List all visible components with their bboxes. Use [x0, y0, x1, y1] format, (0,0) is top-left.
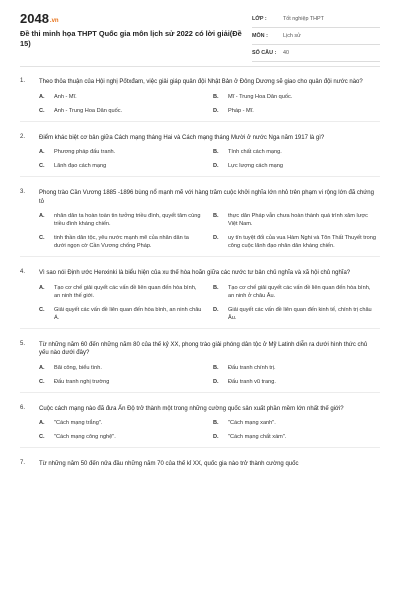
- header-divider: [20, 66, 380, 67]
- meta-row-question-count: [252, 45, 380, 62]
- option-letter: B.: [213, 364, 219, 371]
- option-b[interactable]: [213, 148, 383, 156]
- option-text: Giải quyết các vấn đề liên quan đến hòa bình, an ninh châu Á.: [54, 306, 202, 321]
- option-a[interactable]: [39, 212, 213, 228]
- option-letter: A.: [39, 93, 45, 100]
- option-grid: [39, 148, 380, 170]
- question-text: Theo thỏa thuận của Hội nghị Pốtxđam, việc giải giáp quân đội Nhật Bản ở Đông Dương sẽ giao cho quân đội nước nào?: [39, 79, 363, 85]
- option-text: Giải quyết các vấn đề liên quan đến kinh tế, chính trị châu Âu.: [228, 306, 372, 321]
- question-number: 6.: [20, 404, 26, 411]
- meta-row-class: [252, 11, 380, 28]
- question-number: 4.: [20, 269, 26, 275]
- option-text: Bãi công, biểu tình.: [54, 364, 102, 371]
- question-number: 7.: [20, 460, 26, 466]
- option-letter: D.: [213, 434, 219, 440]
- meta-key: SỐ CÂU :: [252, 50, 277, 56]
- meta-value: Lịch sử: [283, 33, 301, 39]
- option-b[interactable]: [213, 419, 383, 427]
- question-divider: [20, 447, 380, 448]
- option-letter: C.: [39, 434, 45, 440]
- option-text: Tính chất cách mạng.: [228, 149, 282, 155]
- question-divider: [20, 328, 380, 329]
- option-letter: A.: [39, 364, 45, 371]
- question-text: Điểm khác biệt cơ bản giữa Cách mạng tháng Hai và Cách mạng tháng Mười ở nước Nga năm 1917 là gì?: [39, 134, 325, 141]
- option-letter: B.: [213, 420, 219, 426]
- question-number: 3.: [20, 189, 26, 195]
- question-number: 1.: [20, 78, 26, 84]
- question-item: [20, 269, 380, 341]
- option-text: Lãnh đạo cách mạng: [54, 163, 107, 169]
- option-text: Phương pháp đấu tranh.: [54, 149, 116, 155]
- option-a[interactable]: [39, 148, 213, 156]
- question-number: 2.: [20, 133, 26, 140]
- option-text: "Cách mạng công nghệ".: [54, 434, 116, 440]
- option-letter: A.: [39, 284, 45, 291]
- option-d[interactable]: [213, 306, 383, 322]
- question-item: [20, 189, 380, 269]
- question-text: Cuộc cách mạng nào đã đưa Ấn Độ trở thành một trong những cường quốc sản xuất phần mềm lớn nhất thế giới?: [39, 405, 344, 412]
- option-letter: D.: [213, 378, 219, 385]
- meta-key: MÔN :: [252, 33, 268, 39]
- site-logo[interactable]: [20, 11, 59, 26]
- option-c[interactable]: [39, 433, 213, 441]
- option-text: Anh - Trung Hoa Dân quốc.: [54, 107, 123, 114]
- option-d[interactable]: [213, 162, 383, 170]
- question-number: 5.: [20, 340, 26, 347]
- meta-row-subject: [252, 28, 380, 45]
- meta-value: Tốt nghiệp THPT: [283, 16, 324, 22]
- header: [0, 0, 400, 68]
- question-text: Vì sao nói Định ước Henxinki là biểu hiện của xu thế hòa hoãn giữa các nước tư bản chủ nghĩa và xã hội chủ nghĩa?: [39, 270, 351, 276]
- option-c[interactable]: [39, 306, 213, 322]
- question-divider: [20, 392, 380, 393]
- question-divider: [20, 176, 380, 177]
- option-text: Tạo cơ chế giải quyết các vấn đề liên quan đến hòa bình, an ninh ở châu Âu.: [228, 284, 371, 299]
- option-letter: B.: [213, 93, 219, 100]
- option-a[interactable]: [39, 284, 213, 300]
- option-text: "Cách mạng trắng".: [54, 420, 103, 426]
- option-text: Mĩ - Trung Hoa Dân quốc.: [228, 93, 293, 100]
- option-d[interactable]: [213, 433, 383, 441]
- question-text: Phong trào Cần Vương 1885 -1896 bùng nổ mạnh mẽ với hàng trăm cuộc khởi nghĩa lớn nhỏ trên phạm vi rộng lớn đã chứng tỏ: [39, 190, 374, 205]
- meta-value: 40: [283, 50, 289, 56]
- option-b[interactable]: [213, 364, 383, 372]
- option-text: "Cách mạng chất xám".: [228, 434, 287, 440]
- option-text: Lực lượng cách mạng: [228, 163, 284, 169]
- option-d[interactable]: [213, 234, 383, 250]
- option-b[interactable]: [213, 93, 383, 101]
- option-text: Pháp - Mĩ.: [228, 107, 254, 114]
- option-grid: [39, 212, 380, 250]
- option-grid: [39, 93, 380, 115]
- exam-title: Đề thi minh họa THPT Quốc gia môn lịch sử 2022 có lời giải(Đề 15): [20, 29, 242, 48]
- option-letter: A.: [39, 149, 45, 155]
- option-c[interactable]: [39, 162, 213, 170]
- question-text: Từ những năm 50 đến nửa đầu những năm 70 của thế kỉ XX, quốc gia nào trở thành cường quốc: [39, 461, 299, 467]
- option-a[interactable]: [39, 93, 213, 101]
- question-divider: [20, 121, 380, 122]
- option-letter: A.: [39, 420, 45, 426]
- option-text: tinh thần dân tộc, yêu nước mạnh mẽ của nhân dân ta dưới ngọn cờ Cần Vương chống Pháp.: [54, 235, 189, 249]
- option-letter: B.: [213, 149, 219, 155]
- option-text: nhân dân ta hoàn toàn tin tưởng triều đình, quyết tâm cùng triều đình kháng chiến.: [54, 213, 201, 227]
- question-text: Từ những năm 60 đến những năm 80 của thế kỷ XX, phong trào giải phóng dân tộc ở Mỹ Latinh diễn ra dưới hình thức chủ yếu nào dưới đây?: [39, 341, 368, 356]
- option-a[interactable]: [39, 364, 213, 372]
- option-letter: C.: [39, 306, 45, 313]
- option-letter: D.: [213, 306, 219, 313]
- option-text: Tạo cơ chế giải quyết các vấn đề liên quan đến hòa bình, an ninh thế giới.: [54, 284, 197, 299]
- option-letter: B.: [213, 213, 219, 219]
- exam-meta: [252, 11, 380, 62]
- option-a[interactable]: [39, 419, 213, 427]
- option-grid: [39, 364, 380, 386]
- option-letter: C.: [39, 163, 45, 169]
- option-grid: [39, 284, 380, 322]
- option-text: Đấu tranh chính trị.: [228, 364, 276, 371]
- logo-main: 2048: [20, 11, 49, 26]
- option-text: Đấu tranh nghị trường: [54, 378, 110, 385]
- option-letter: D.: [213, 163, 219, 169]
- option-c[interactable]: [39, 378, 213, 386]
- option-text: thực dân Pháp vẫn chưa hoàn thành quá trình xâm lược Việt Nam.: [228, 213, 368, 227]
- option-letter: D.: [213, 235, 219, 241]
- option-b[interactable]: [213, 212, 383, 228]
- option-letter: B.: [213, 284, 219, 291]
- option-b[interactable]: [213, 284, 383, 300]
- option-letter: C.: [39, 235, 45, 241]
- option-letter: D.: [213, 107, 219, 114]
- option-d[interactable]: [213, 107, 383, 115]
- option-text: Đấu tranh vũ trang.: [228, 378, 276, 385]
- question-item: [20, 78, 380, 134]
- question-item: [20, 460, 380, 473]
- question-item: [20, 134, 380, 190]
- option-text: uy tín tuyệt đối của vua Hàm Nghi và Tôn Thất Thuyết trong công cuộc lãnh đạo nhân dân kháng chiến.: [228, 235, 377, 249]
- option-letter: C.: [39, 107, 45, 114]
- meta-key: LỚP :: [252, 16, 267, 22]
- option-letter: C.: [39, 378, 45, 385]
- option-c[interactable]: [39, 107, 213, 115]
- question-item: [20, 341, 380, 405]
- question-list: [0, 78, 400, 473]
- option-text: "Cách mạng xanh".: [228, 420, 276, 426]
- option-grid: [39, 419, 380, 441]
- option-text: Anh - Mĩ.: [54, 93, 77, 100]
- question-item: [20, 405, 380, 461]
- question-divider: [20, 256, 380, 257]
- logo-sub: .vn: [49, 18, 59, 24]
- option-letter: A.: [39, 213, 45, 219]
- option-c[interactable]: [39, 234, 213, 250]
- option-d[interactable]: [213, 378, 383, 386]
